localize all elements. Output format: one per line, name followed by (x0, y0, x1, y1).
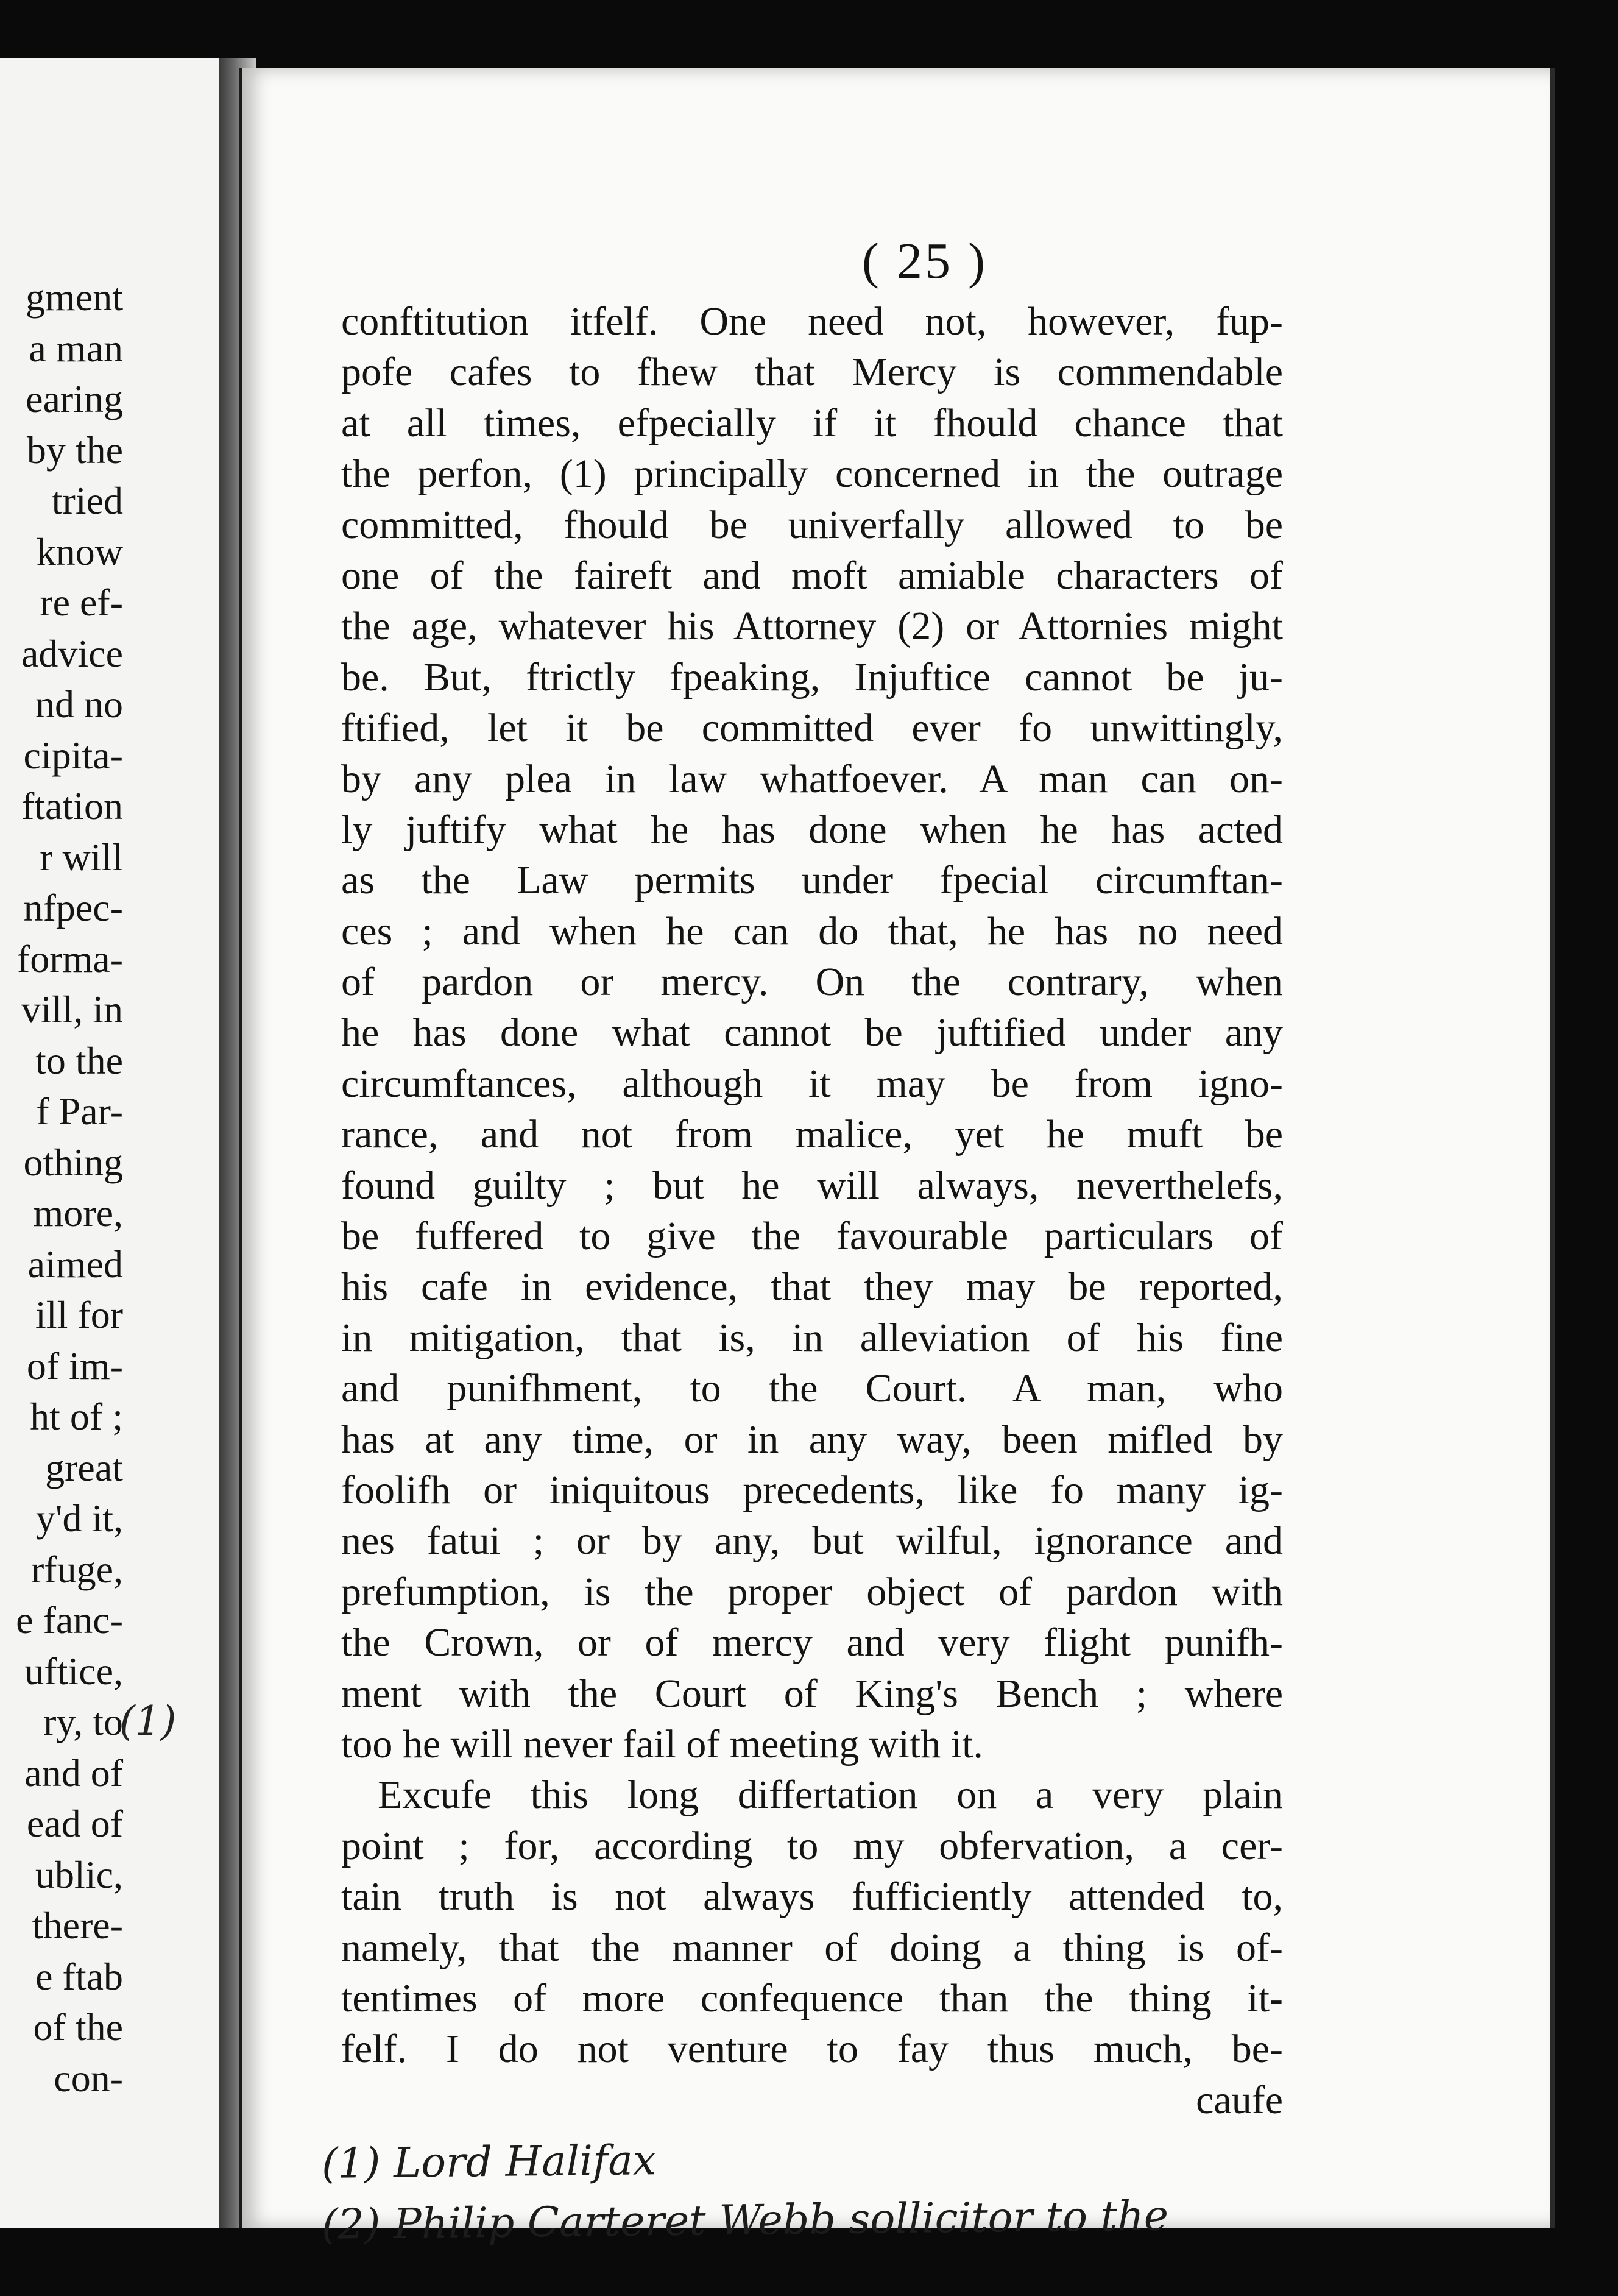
left-line: r will (40, 835, 123, 879)
text-line: and punifhment, to the Court. A man, who (341, 1366, 1283, 1411)
left-line: uftice, (24, 1649, 123, 1693)
catchword: caufe (1196, 2077, 1283, 2122)
left-line: y'd it, (35, 1497, 123, 1540)
page-number: ( 25 ) (862, 233, 987, 289)
text-line: foolifh or iniquitous precedents, like fo many ig- (341, 1467, 1283, 1512)
left-note-marker: (1) (119, 1698, 177, 1745)
text-line: conftitution itfelf. One need not, however, fup- (341, 299, 1283, 344)
text-line: be fuffered to give the favourable particulars of (341, 1214, 1283, 1259)
text-line: of pardon or mercy. On the contrary, when (341, 960, 1283, 1005)
left-line: aimed (27, 1242, 123, 1286)
text-line: ment with the Court of King's Bench ; where (341, 1671, 1283, 1716)
text-line: felf. I do not venture to fay thus much, be- (341, 2027, 1283, 2072)
text-line: pofe cafes to fhew that Mercy is commendable (341, 350, 1283, 395)
left-line: advice (21, 631, 123, 675)
text-line: tentimes of more confequence than the thing it- (341, 1975, 1283, 2021)
left-line: and of (24, 1751, 123, 1795)
text-line: has at any time, or in any way, been mifled by (341, 1417, 1283, 1462)
text-line: one of the faireft and moft amiable characters of (341, 553, 1283, 598)
main-page (239, 68, 1553, 2249)
left-line: othing (23, 1140, 123, 1184)
text-line: point ; for, according to my obfervation, a cer- (341, 1823, 1283, 1868)
left-line: f Par- (36, 1090, 123, 1133)
footnote: (2) Philip Carteret Webb sollicitor to the (321, 2192, 1169, 2249)
text-line: the perfon, (1) principally concerned in the outrage (341, 452, 1283, 497)
left-line: e ftab (35, 1954, 123, 1998)
page-edge (1550, 68, 1555, 2228)
text-line: nes fatui ; or by any, but wilful, ignorance and (341, 1518, 1283, 1564)
left-line: con- (54, 2056, 123, 2100)
left-line: of im- (26, 1344, 123, 1387)
text-line: be. But, ftrictly fpeaking, Injuftice cannot be ju- (341, 654, 1283, 700)
text-line: Excufe this long differtation on a very plain (378, 1773, 1283, 1818)
left-line: forma- (16, 937, 123, 980)
left-line: re ef- (40, 581, 123, 624)
text-line: prefumption, is the proper object of pardon with (341, 1569, 1283, 1614)
left-line: ftation (21, 784, 123, 827)
left-line: nd no (35, 682, 123, 726)
text-line: circumftances, although it may be from igno- (341, 1061, 1283, 1106)
text-line: in mitigation, that is, in alleviation of his fine (341, 1315, 1283, 1360)
left-line: know (36, 530, 123, 573)
body-text (341, 296, 1283, 2125)
text-line: rance, and not from malice, yet he muft be (341, 1112, 1283, 1157)
left-line: gment (26, 275, 123, 319)
text-line: namely, that the manner of doing a thing is of- (341, 1925, 1283, 1970)
text-line: ftified, let it be committed ever fo unwittingly, (341, 706, 1283, 751)
text-line: ly juftify what he has done when he has acted (341, 807, 1283, 852)
left-facing-page (0, 58, 233, 2228)
left-line: great (45, 1445, 123, 1489)
footnote: (1) Lord Halifax (321, 2136, 657, 2188)
left-line: ht of ; (30, 1395, 123, 1438)
text-line: ces ; and when he can do that, he has no need (341, 909, 1283, 954)
left-line: rfuge, (30, 1547, 123, 1591)
text-line: as the Law permits under fpecial circumftan- (341, 858, 1283, 903)
text-line: committed, fhould be univerfally allowed to be (341, 502, 1283, 547)
left-line: more, (33, 1191, 123, 1235)
left-page-text (16, 272, 123, 2103)
text-line: by any plea in law whatfoever. A man can on- (341, 756, 1283, 801)
left-line: nfpec- (23, 886, 123, 929)
left-line: to the (35, 1038, 123, 1082)
left-line: ry, to (43, 1700, 123, 1743)
left-line: by the (26, 428, 123, 472)
text-line: found guilty ; but he will always, neverthelefs, (341, 1163, 1283, 1208)
text-line: too he will never fail of meeting with it. (341, 1721, 983, 1766)
left-line: cipita- (23, 733, 123, 777)
left-line: there- (32, 1904, 123, 1947)
text-line: at all times, efpecially if it fhould chance that (341, 400, 1283, 445)
left-line: a man (29, 326, 123, 370)
left-line: of the (33, 2005, 123, 2049)
text-line: tain truth is not always fufficiently attended to, (341, 1874, 1283, 1919)
text-line: the Crown, or of mercy and very flight punifh- (341, 1620, 1283, 1665)
left-line: vill, in (21, 988, 123, 1031)
text-line: his cafe in evidence, that they may be reported, (341, 1264, 1283, 1309)
left-line: earing (26, 377, 123, 420)
left-line: ublic, (35, 1852, 123, 1896)
handwritten-footnotes (322, 2128, 1479, 2250)
left-line: ill for (35, 1293, 123, 1336)
text-line: the age, whatever his Attorney (2) or Attornies might (341, 604, 1283, 649)
text-line: he has done what cannot be juftified under any (341, 1010, 1283, 1055)
left-line: ead of (26, 1802, 123, 1845)
left-line: e fanc- (16, 1598, 123, 1642)
left-line: tried (51, 479, 123, 522)
